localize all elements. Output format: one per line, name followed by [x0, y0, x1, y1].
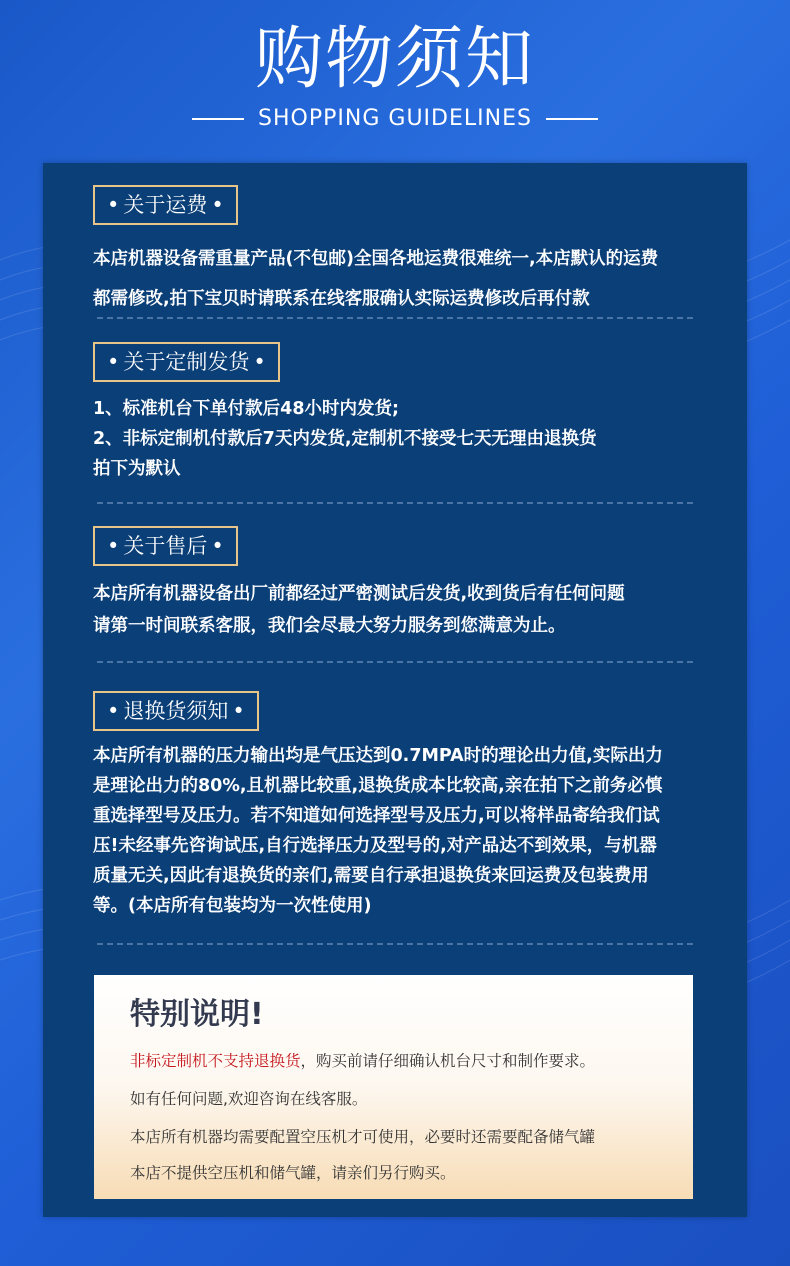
- section-text-line: 2、非标定制机付款后7天内发货,定制机不接受七天无理由退换货: [93, 429, 597, 449]
- section-tag-custom-delivery: • 关于定制发货 •: [93, 342, 280, 382]
- section-text-line: 本店机器设备需重量产品(不包邮)全国各地运费很难统一,本店默认的运费: [93, 249, 659, 269]
- section-tag-after-sales: • 关于售后 •: [93, 526, 238, 566]
- section-text-line: 本店所有机器的压力输出均是气压达到0.7MPA时的理论出力值,实际出力: [93, 746, 663, 766]
- section-text-line: 请第一时间联系客服，我们会尽最大努力服务到您满意为止。: [93, 616, 566, 636]
- special-notice-box: [94, 975, 693, 1199]
- section-text-line: 本店所有机器设备出厂前都经过严密测试后发货,收到货后有任何问题: [93, 584, 625, 604]
- section-divider: [97, 502, 693, 504]
- guidelines-panel: [43, 163, 747, 1217]
- special-notice-line-rest: ，购买前请仔细确认机台尺寸和制作要求。: [300, 1052, 596, 1070]
- section-tag-label: 关于定制发货: [123, 350, 250, 374]
- subtitle-right-line: [546, 118, 598, 120]
- page-subtitle: SHOPPING GUIDELINES: [258, 106, 532, 131]
- section-custom-delivery: [93, 342, 733, 484]
- special-notice-warning: 非标定制机不支持退换货: [130, 1052, 301, 1070]
- special-notice-line: 本店所有机器均需要配置空压机才可使用，必要时还需要配备储气罐: [130, 1128, 596, 1146]
- special-notice-line: 如有任何问题,欢迎咨询在线客服。: [130, 1090, 368, 1108]
- section-tag-label: 退换货须知: [123, 699, 229, 723]
- section-after-sales: [93, 526, 733, 642]
- section-returns: [93, 691, 733, 921]
- special-notice-line: [130, 1049, 595, 1073]
- section-text-line: 压!未经事先咨询试压,自行选择压力及型号的,对产品达不到效果，与机器: [93, 836, 657, 856]
- section-text-line: 1、标准机台下单付款后48小时内发货;: [93, 399, 400, 419]
- section-text-line: 拍下为默认: [93, 459, 181, 479]
- section-tag-returns: • 退换货须知 •: [93, 691, 259, 731]
- page-title: 购物须知: [254, 20, 535, 99]
- special-notice-line: 本店不提供空压机和储气罐，请亲们另行购买。: [130, 1164, 456, 1182]
- section-text-line: 重选择型号及压力。若不知道如何选择型号及压力,可以将样品寄给我们试: [93, 806, 660, 826]
- page-header: [0, 0, 790, 160]
- subtitle-row: [0, 104, 790, 134]
- section-text-line: 质量无关,因此有退换货的亲们,需要自行承担退换货来回运费及包装费用: [93, 866, 649, 886]
- section-tag-label: 关于售后: [123, 534, 208, 558]
- section-text-line: 是理论出力的80%,且机器比较重,退换货成本比较高,亲在拍下之前务必慎: [93, 776, 663, 796]
- section-tag-label: 关于运费: [123, 193, 208, 217]
- section-divider: [97, 661, 693, 663]
- section-text-line: 等。(本店所有包装均为一次性使用): [93, 896, 372, 916]
- section-shipping: [93, 185, 733, 319]
- section-divider: [97, 943, 693, 945]
- section-divider: [97, 317, 693, 319]
- section-tag-shipping: • 关于运费 •: [93, 185, 238, 225]
- special-notice-title: 特别说明!: [130, 997, 264, 1032]
- subtitle-left-line: [192, 118, 244, 120]
- section-text-line: 都需修改,拍下宝贝时请联系在线客服确认实际运费修改后再付款: [93, 289, 590, 309]
